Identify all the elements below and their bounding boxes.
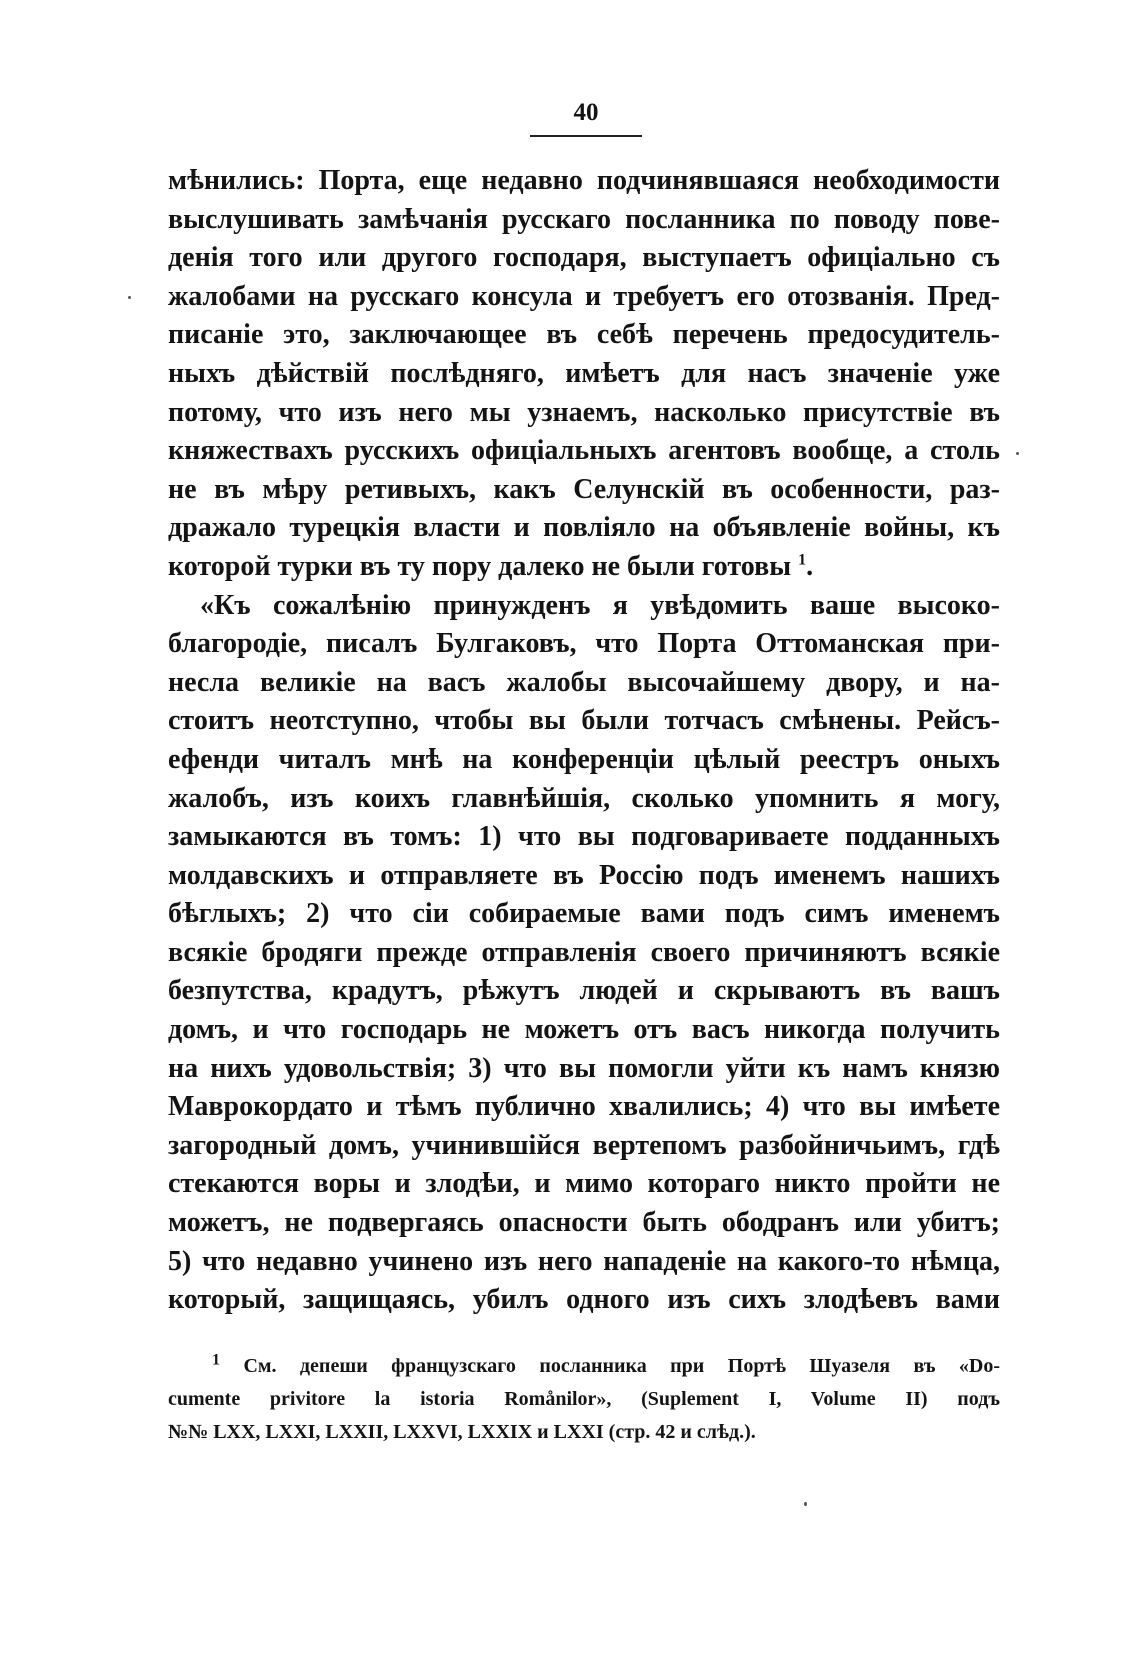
paragraph-1 [168,162,1000,587]
text-line: не въ мѣру ретивыхъ, какъ Селунскій въ особенности, раз- [168,473,1000,505]
text-line: ефенди читалъ мнѣ на конференціи цѣлый реестръ оныхъ [168,743,1000,775]
text-line: несла великіе на васъ жалобы высочайшему двору, и на- [168,666,1000,698]
text-line: дражало турецкія власти и повліяло на объявленіе войны, къ [168,512,1000,544]
text-line: бѣглыхъ; 2) что сіи собираемые вами подъ симъ именемъ [168,898,1000,930]
text-line: загородный домъ, учинившійся вертепомъ разбойничьимъ, гдѣ [168,1129,1000,1161]
footnote-line: №№ LXX, LXXI, LXXII, LXXVI, LXXIX и LXXI (стр. 42 и слѣд.). [168,1421,756,1443]
footnote-line: cumente privitore la istoria Romånilor», (Suplement I, Volume II) подъ [168,1388,1000,1410]
footnote [168,1350,1000,1449]
text-line: 5) что недавно учинено изъ него нападеніе на какого-то нѣмца, [168,1245,1000,1277]
text-line: молдавскихъ и отправляете въ Россію подъ именемъ нашихъ [168,859,1000,891]
footnote-reference: 1 [798,551,807,569]
text-line: всякіе бродяги прежде отправленія своего причиняютъ всякіе [168,936,1000,968]
text-line-last [168,548,1000,587]
scan-speck [1016,452,1019,455]
text-line: «Къ сожалѣнію принужденъ я увѣдомить ваше высоко- [200,589,1000,621]
text-line: благородіе, писалъ Булгаковъ, что Порта Оттоманская при- [168,628,1000,660]
text-line: жалобами на русскаго консула и требуетъ его отозванія. Пред- [168,280,1000,312]
scan-speck [128,296,131,299]
text-line-end: . [806,550,814,582]
text-line: Маврокордато и тѣмъ публично хвалились; 4) что вы имѣете [168,1091,1000,1123]
text-line: писаніе это, заключающее въ себѣ перечень предосудитель- [168,319,1000,351]
footnote-text: См. депеши французскаго посланника при Портѣ Шуазеля въ «Do- [243,1355,1000,1377]
text-line-content: которой турки въ ту пору далеко не были готовы [168,550,792,582]
text-line: на нихъ удовольствія; 3) что вы помогли уйти къ намъ князю [168,1052,1000,1084]
text-line: потому, что изъ него мы узнаемъ, насколько присутствіе въ [168,396,1000,428]
page-number-rule [530,135,642,137]
text-line: денія того или другого господаря, выступаетъ офиціально съ [168,242,1000,274]
text-line: безпутства, крадутъ, рѣжутъ людей и скрываютъ въ вашъ [168,975,1000,1007]
main-text [168,162,1000,1320]
page-number: 40 [573,99,599,126]
text-line: мѣнились: Порта, еще недавно подчинявшаяся необходимости [168,165,1000,196]
scan-speck [804,1502,807,1506]
text-line: можетъ, не подвергаясь опасности быть ободранъ или убитъ; [168,1207,1000,1239]
text-line: ныхъ дѣйствій послѣдняго, имѣетъ для насъ значеніе уже [168,357,1000,389]
footnote-marker: 1 [212,1351,220,1369]
text-line: стоитъ неотступно, чтобы вы были тотчасъ смѣнены. Рейсъ- [168,705,1000,737]
paragraph-2 [168,587,1000,1320]
text-line: выслушивать замѣчанія русскаго посланника по поводу пове- [168,203,1000,235]
footnote-line [168,1350,1000,1383]
text-line: жалобъ, изъ коихъ главнѣйшія, сколько упомнить я могу, [168,782,1000,814]
text-line: княжествахъ русскихъ офиціальныхъ агентовъ вообще, а столь [168,435,1000,467]
text-line: замыкаются въ томъ: 1) что вы подговариваете подданныхъ [168,821,1000,853]
text-line: который, защищаясь, убилъ одного изъ сихъ злодѣевъ вами [168,1284,1000,1316]
text-line: домъ, и что господарь не можетъ отъ васъ никогда получить [168,1014,1000,1046]
text-line: стекаются воры и злодѣи, и мимо котораго никто пройти не [168,1168,1000,1200]
